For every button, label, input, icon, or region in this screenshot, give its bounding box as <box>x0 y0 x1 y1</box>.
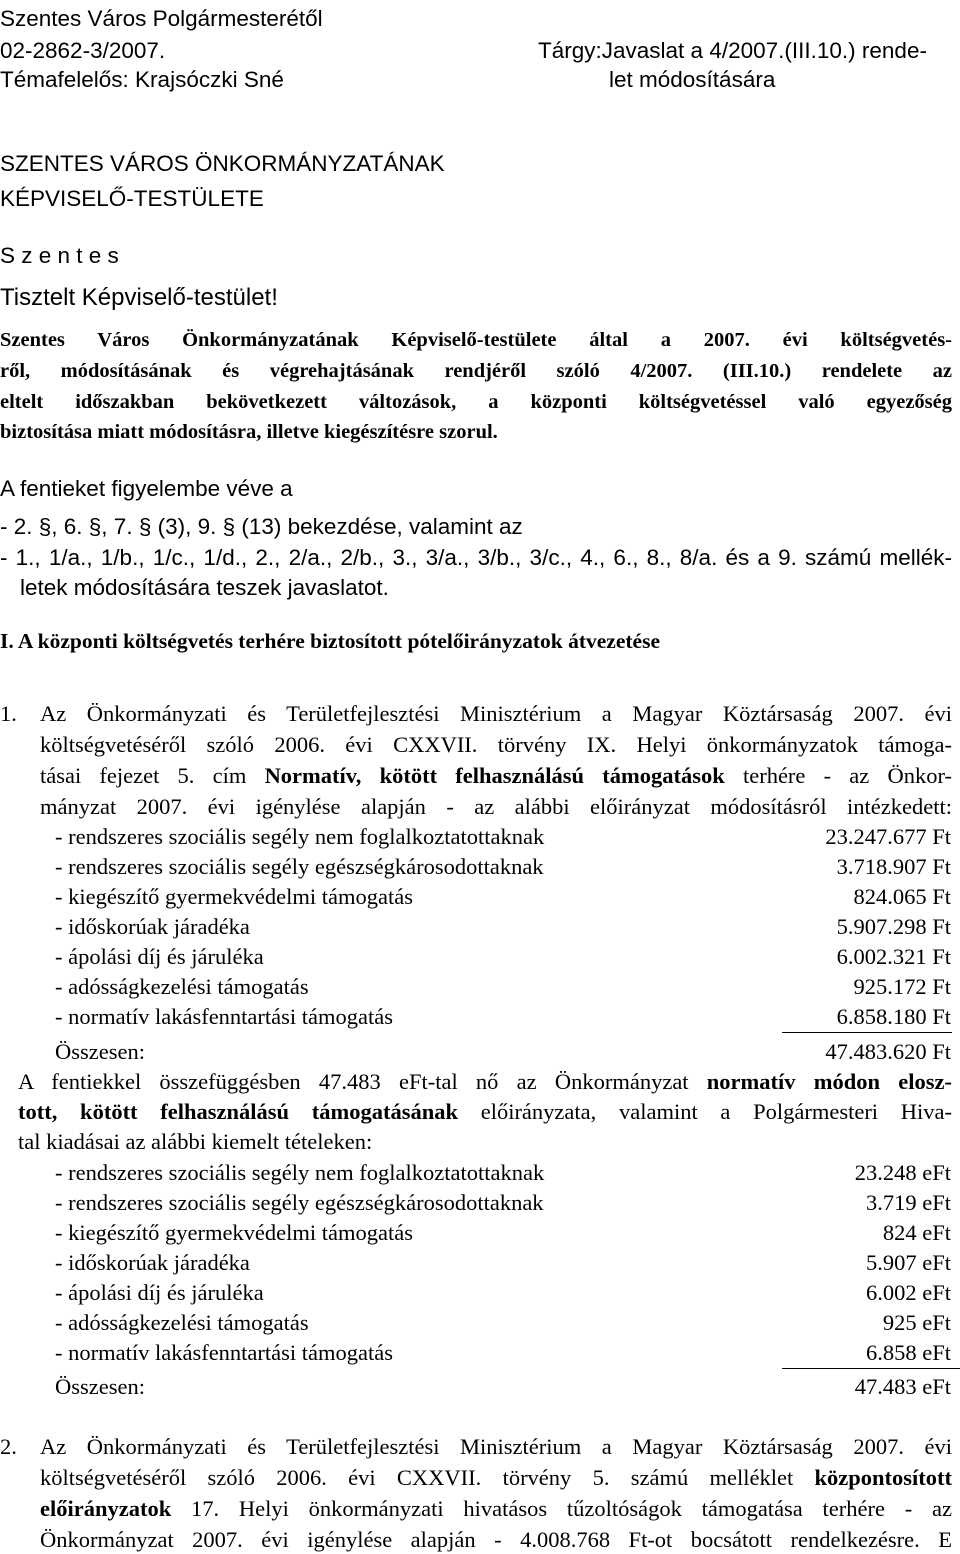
eft-total-amount: 47.483 eFt <box>854 1374 951 1399</box>
ft-item-label: - kiegészítő gyermekvédelmi támogatás <box>55 884 414 909</box>
eft-item-label: - kiegészítő gyermekvédelmi támogatás <box>55 1220 414 1245</box>
item-1-line-4: mányzat 2007. évi igénylése alapján - az alábbi előirányzat módosításról intézkedett: <box>40 794 952 819</box>
eft-item-amount: 3.719 eFt <box>865 1190 951 1215</box>
item-2-number: 2. <box>0 1434 17 1459</box>
ft-item-label: - időskorúak járadéka <box>55 914 250 939</box>
sender-line: Szentes Város Polgármesterétől <box>0 6 323 31</box>
subject-line-1: Tárgy:Javaslat a 4/2007.(III.10.) rende- <box>538 38 927 63</box>
item-2-line-2-a: költségvetéséről szóló 2006. évi CXXVII. törvény 5. számú melléklet <box>40 1465 815 1490</box>
ft-total-label: Összesen: <box>55 1039 145 1064</box>
item-1-line-1: Az Önkormányzati és Területfejlesztési Minisztérium a Magyar Köztársaság 2007. évi <box>40 701 952 726</box>
addressee-city: S z e n t e s <box>0 243 119 268</box>
item-2-line-3-b: 17. Helyi önkormányzati hivatásos tűzoltóságok támogatása terhére - az <box>171 1496 952 1521</box>
ft-item-label: - normatív lakásfenntartási támogatás <box>55 1004 394 1029</box>
item-2-line-4: Önkormányzat 2007. évi igénylése alapján - 4.008.768 Ft-ot bocsátott rendelkezésre. E <box>40 1527 952 1552</box>
eft-total-label: Összesen: <box>55 1374 145 1399</box>
ft-item-amount: 925.172 Ft <box>853 974 951 999</box>
ft-item-amount: 6.002.321 Ft <box>836 944 951 969</box>
eft-item-amount: 824 eFt <box>882 1220 951 1245</box>
eft-item-label: - rendszeres szociális segély egészségkárosodottaknak <box>55 1190 544 1215</box>
addressee-line-1: SZENTES VÁROS ÖNKORMÁNYZATÁNAK <box>0 151 445 176</box>
ft-item-amount: 6.858.180 Ft <box>836 1004 951 1029</box>
eft-item-label: - normatív lakásfenntartási támogatás <box>55 1340 394 1365</box>
eft-item-label: - ápolási díj és járuléka <box>55 1280 264 1305</box>
item-1-line-3-bold: Normatív, kötött felhasználású támogatások <box>264 763 725 788</box>
considering-proposal: letek módosítására teszek javaslatot. <box>20 575 389 600</box>
ft-total-amount: 47.483.620 Ft <box>825 1039 951 1064</box>
considering-sections: - 2. §, 6. §, 7. § (3), 9. § (13) bekezdése, valamint az <box>0 514 523 539</box>
ft-item-label: - rendszeres szociális segély nem foglalkoztatottaknak <box>55 824 545 849</box>
eft-item-amount: 23.248 eFt <box>854 1160 951 1185</box>
item-1-line-3-a: tásai fejezet 5. cím <box>40 763 265 788</box>
item-2-line-1: Az Önkormányzati és Területfejlesztési Minisztérium a Magyar Köztársaság 2007. évi <box>40 1434 952 1459</box>
eft-item-label: - rendszeres szociális segély nem foglalkoztatottaknak <box>55 1160 545 1185</box>
eft-item-label: - időskorúak járadéka <box>55 1250 250 1275</box>
eft-item-amount: 6.858 eFt <box>865 1340 951 1365</box>
ft-item-label: - ápolási díj és járuléka <box>55 944 264 969</box>
salutation: Tisztelt Képviselő-testület! <box>0 284 278 311</box>
intro-line-2: ről, módosításának és végrehajtásának rendjéről szóló 4/2007. (III.10.) rendelete az <box>0 360 952 382</box>
context-line-1-bold: normatív módon elosz- <box>706 1069 952 1094</box>
intro-line-1: Szentes Város Önkormányzatának Képviselő-testülete által a 2007. évi költségvetés- <box>0 329 952 351</box>
subject-line-2: let módosítására <box>609 67 776 92</box>
item-2-line-2-bold: központosított <box>814 1465 952 1490</box>
item-1-number: 1. <box>0 701 17 726</box>
item-1-line-2: költségvetéséről szóló 2006. évi CXXVII. törvény IX. Helyi önkormányzatok támoga- <box>40 732 952 757</box>
ft-item-amount: 5.907.298 Ft <box>836 914 951 939</box>
eft-item-label: - adósságkezelési támogatás <box>55 1310 309 1335</box>
eft-item-amount: 6.002 eFt <box>865 1280 951 1305</box>
item-2-line-2 <box>40 1467 952 1490</box>
context-line-1-a: A fentiekkel összefüggésben 47.483 eFt-tal nő az Önkormányzat <box>18 1069 707 1094</box>
considering-lead: A fentieket figyelembe véve a <box>0 476 293 501</box>
intro-line-4: biztosítása miatt módosításra, illetve kiegészítésre szorul. <box>0 421 498 443</box>
item-2-line-3-bold: előirányzatok <box>40 1496 172 1521</box>
context-line-3: tal kiadásai az alábbi kiemelt tételeken: <box>18 1129 373 1154</box>
ft-item-amount: 3.718.907 Ft <box>836 854 951 879</box>
ft-sum-underline <box>782 1032 952 1033</box>
responsible-person: Témafelelős: Krajsóczki Sné <box>0 67 284 92</box>
considering-annexes: - 1., 1/a., 1/b., 1/c., 1/d., 2., 2/a., 2/b., 3., 3/a., 3/b., 3/c., 4., 6., 8., 8/a. és a 9. számú mellék- <box>0 545 952 570</box>
item-1-line-3-b: terhére - az Önkor- <box>724 763 952 788</box>
section-heading: I. A központi költségvetés terhére biztosított pótelőirányzatok átvezetése <box>0 629 660 653</box>
context-line-2 <box>18 1101 952 1124</box>
context-line-1 <box>18 1071 952 1094</box>
ft-item-amount: 824.065 Ft <box>853 884 951 909</box>
item-2-line-3 <box>40 1498 952 1521</box>
context-line-2-bold: tott, kötött felhasználású támogatásának <box>18 1099 458 1124</box>
addressee-line-2: KÉPVISELŐ-TESTÜLETE <box>0 186 264 211</box>
ft-item-label: - adósságkezelési támogatás <box>55 974 309 999</box>
reference-number: 02-2862-3/2007. <box>0 38 166 63</box>
eft-item-amount: 5.907 eFt <box>865 1250 951 1275</box>
ft-item-amount: 23.247.677 Ft <box>825 824 951 849</box>
intro-line-3: eltelt időszakban bekövetkezett változások, a központi költségvetéssel való egyezőség <box>0 391 952 413</box>
eft-sum-underline <box>782 1368 960 1369</box>
eft-item-amount: 925 eFt <box>882 1310 951 1335</box>
ft-item-label: - rendszeres szociális segély egészségkárosodottaknak <box>55 854 544 879</box>
context-line-2-b: előirányzata, valamint a Polgármesteri Hiva- <box>458 1099 952 1124</box>
item-1-line-3 <box>40 765 952 788</box>
